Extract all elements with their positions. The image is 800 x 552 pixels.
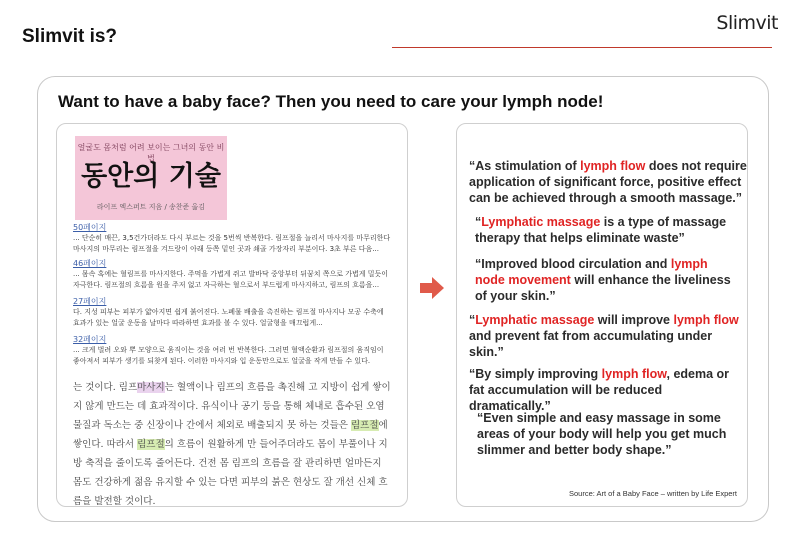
quote-keyword: lymph node movement bbox=[475, 257, 708, 287]
body-text-segment: 는 혈액이나 림프의 흐름을 촉진해 고 지방이 쉽게 쌓이지 않게 만드는 데 효과적이다. 유식이나 공기 등을 통해 체내로 흡수된 오염물질과 독소는 중 신장이나 간에서 체외로 배출되지 못 하는 것들은 bbox=[73, 382, 391, 431]
brand-logo: Slimvit bbox=[716, 12, 778, 34]
quote-text: will enhance the liveliness of your skin.” bbox=[475, 273, 731, 303]
quote-text: is a type of massage therapy that helps eliminate waste” bbox=[475, 215, 727, 245]
quote-keyword: lymph flow bbox=[601, 367, 667, 381]
quote-keyword: Lymphatic massage bbox=[481, 215, 601, 229]
quote-text: “ bbox=[469, 313, 476, 327]
quote-text: “By simply improving bbox=[469, 367, 602, 381]
quote-keyword: lymph flow bbox=[673, 313, 739, 327]
quote-text: “Even simple and easy massage in some areas of your body will help you get much slimmer and better body shape.” bbox=[477, 411, 727, 457]
book-excerpt-card bbox=[56, 123, 408, 507]
right-arrow-icon bbox=[420, 277, 444, 299]
excerpt-page-label: 50페이지 bbox=[73, 223, 107, 232]
quote bbox=[469, 312, 745, 360]
excerpt-text: 다. 지성 피부는 피부가 얇아지면 쉽게 붉어진다. 노폐물 배출을 촉진하는 림프절 마사지나 모공 수축에 효과가 있는 얼굴 운동을 날마다 따라하면 효과를 볼 수 있다. 얼굴형을 매끄럽게... bbox=[73, 308, 384, 327]
book-cover-subtitle: 얼굴도 몸처럼 어려 보이는 그녀의 동안 비법 bbox=[77, 143, 225, 163]
quote-text: “Improved blood circulation and bbox=[475, 257, 671, 271]
excerpt-page-label: 27페이지 bbox=[73, 297, 107, 306]
quote-text: “As stimulation of bbox=[469, 159, 581, 173]
highlighted-term: 림프절 bbox=[137, 439, 165, 450]
excerpt-page-label: 32페이지 bbox=[73, 335, 107, 344]
excerpt-page-label: 46페이지 bbox=[73, 259, 107, 268]
excerpt-section bbox=[73, 334, 391, 367]
excerpt-section bbox=[73, 296, 391, 329]
excerpt-text: ... 단순히 매끈, 3,5건가더라도 다시 부르는 것을 5번씩 반복한다. 림프절을 늘리서 마사지를 마무리한다 마사지의 마무리는 림프절을 겨드랑이 아래 등쪽 밑인 곳과 쇄골 가장자리 부분이다. 3초 부른 다음... bbox=[73, 234, 391, 253]
quote-keyword: lymph flow bbox=[580, 159, 646, 173]
excerpt-section bbox=[73, 222, 391, 255]
excerpt-text: ... 몸속 혹에는 혈림프를 마사지한다. 주먹을 가볍게 쥐고 발바닥 중앙부터 뒤꿈치 쪽으로 가볍게 밀듯이 자극한다. 림프절의 흐름을 원을 주저 없고 자극하는 혈으로서 부드럽게 마사지하고, 림프의 흐름을... bbox=[73, 270, 389, 289]
title-divider bbox=[392, 47, 772, 48]
highlighted-term: 림프절 bbox=[350, 420, 379, 431]
quote-text: will improve bbox=[594, 313, 674, 327]
body-text-segment: 의 흐름이 원활하게 만 들어주더라도 몸이 부풀이나 지방 축적을 줄이도록 줄어든다. 건전 몸 림프의 흐름을 잘 관리하면 얼마든지 몸도 건강하게 젊음 유지할 수 있는 다면 피부의 붉은 현상도 잘 개선 신체 흐름을 발전할 것이다. bbox=[73, 439, 388, 507]
page-title: Slimvit is? bbox=[22, 26, 118, 47]
quote-keyword: Lymphatic massage bbox=[475, 313, 595, 327]
quote bbox=[469, 366, 745, 414]
body-text-segment: 는 것이다. 림프 bbox=[73, 382, 138, 393]
excerpt-section bbox=[73, 258, 391, 291]
book-cover bbox=[75, 136, 227, 220]
quote bbox=[477, 410, 739, 458]
quotes-card bbox=[456, 123, 748, 507]
highlighted-term: 마사지 bbox=[137, 382, 165, 393]
quote-text: does not require application of significant force, positive effect can be achieved through a smooth massage.” bbox=[469, 159, 747, 205]
quote-text: “ bbox=[475, 215, 482, 229]
book-cover-title: 동안의 기술 bbox=[81, 161, 221, 192]
headline: Want to have a baby face? Then you need to care your lymph node! bbox=[58, 92, 604, 111]
quote bbox=[475, 214, 731, 246]
quote-text: and prevent fat from accumulating under skin.” bbox=[469, 329, 713, 359]
quote-text: , edema or fat accumulation will be reduced dramatically.” bbox=[469, 367, 730, 413]
excerpt-text: ... 크게 벌려 오와 뿌 모양으로 움직이는 것을 여러 번 반복한다. 그러면 혈액순환과 림프절의 움직임이 좋아져서 피부가 생기를 되찾게 된다. 이러한 마사지와 입 운동만으로도 얼굴을 작게 만들 수 있다. bbox=[73, 346, 384, 365]
quote bbox=[469, 158, 747, 206]
quote bbox=[475, 256, 737, 304]
book-cover-author: 라이프 엑스퍼트 지음 / 송찬준 옮김 bbox=[96, 203, 206, 211]
body-text-segment: 에 쌓인다. 따라서 bbox=[73, 420, 388, 450]
book-body-text bbox=[73, 378, 393, 507]
source-citation: Source: Art of a Baby Face – written by Life Expert bbox=[569, 489, 737, 498]
